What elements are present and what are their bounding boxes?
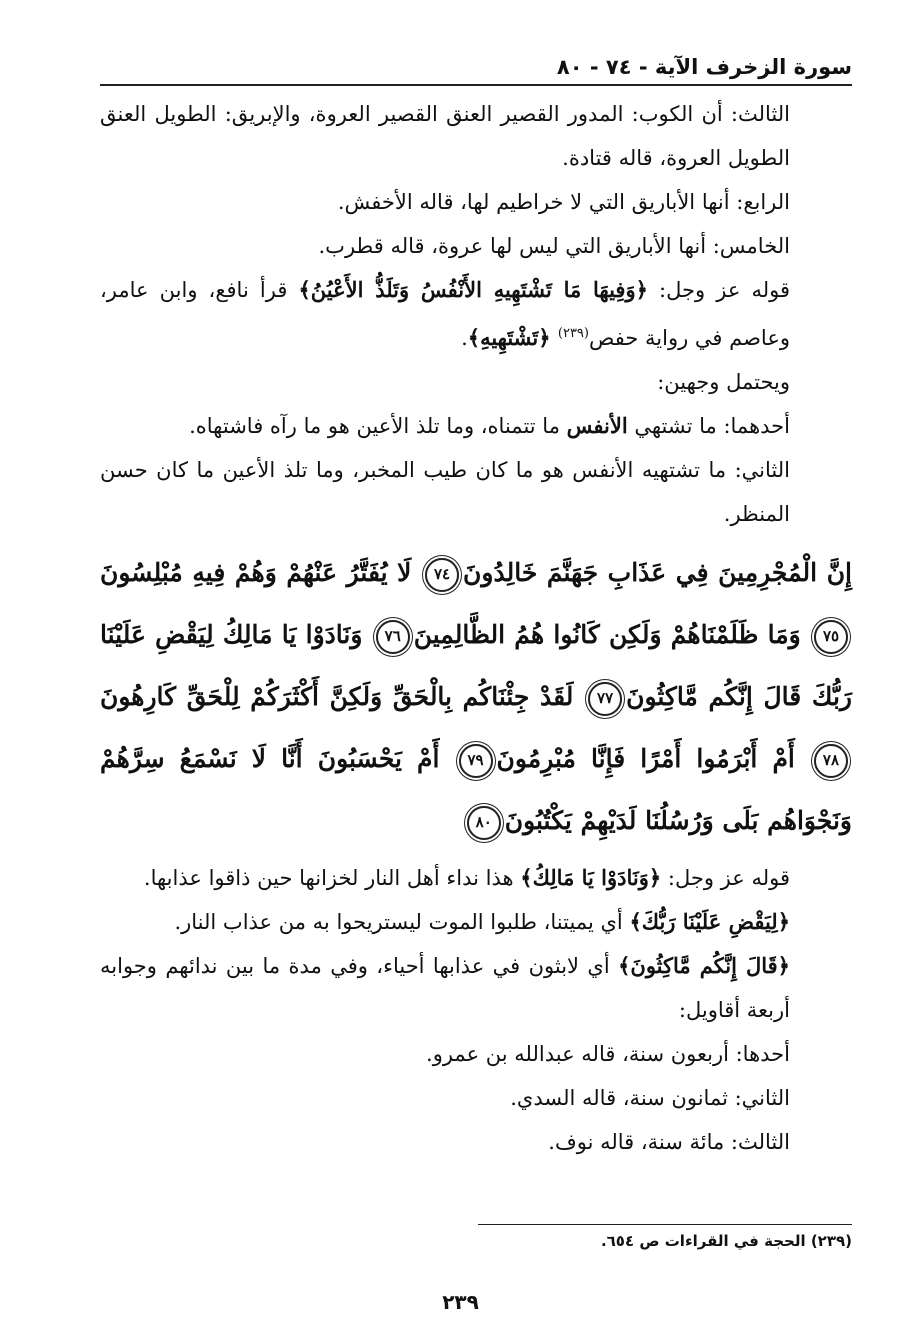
quran-quote: ﴿تَشْتَهِيهِ﴾ — [467, 325, 558, 350]
verse-text: وَنَادَوْا يَا مَالِكُ لِيَقْضِ عَلَيْنَا رَبُّكَ قَالَ إِنَّكُم مَّاكِثُونَ — [100, 620, 852, 711]
verse-text: أَمْ يَحْسَبُونَ أَنَّا لَا نَسْمَعُ سِرَّهُمْ وَنَجْوَاهُم بَلَى وَرُسُلُنَا لَدَيْهِمْ يَكْتُبُونَ — [100, 744, 852, 835]
paragraph-fifth-opinion: الخامس: أنها الأباريق التي ليس لها عروة، قاله قطرب. — [318, 234, 790, 258]
paragraph-first-meaning — [100, 404, 852, 448]
ayah-number-marker: ٧٥ — [814, 620, 848, 654]
ayah-number-marker: ٧٤ — [425, 558, 459, 592]
footnote-reference[interactable]: (٢٣٩) — [557, 326, 589, 341]
text-segment: قوله عز وجل: — [647, 278, 791, 302]
paragraph-second-meaning: الثاني: ما تشتهيه الأنفس هو ما كان طيب المخبر، وما تلذ الأعين ما كان حسن المنظر. — [100, 458, 790, 526]
verse-text: إِنَّ الْمُجْرِمِينَ فِي عَذَابِ جَهَنَّمَ خَالِدُونَ — [463, 558, 852, 587]
paragraph-two-meanings: ويحتمل وجهين: — [657, 370, 790, 394]
text-segment: قوله عز وجل: — [661, 866, 790, 890]
text-segment: . — [461, 326, 468, 350]
text-segment: أي يميتنا، طلبوا الموت ليستريحوا به من عذاب النار. — [174, 910, 630, 934]
verse-text: أَمْ أَبْرَمُوا أَمْرًا فَإِنَّا مُبْرِمُونَ — [496, 744, 795, 773]
quran-quote: ﴿قَالَ إِنَّكُم مَّاكِثُونَ﴾ — [618, 953, 790, 978]
paragraph-you-will-remain — [100, 944, 852, 1032]
quran-quote: ﴿وَفِيهَا مَا تَشْتَهِيهِ الأَنْفُسُ وَتَلَذُّ الأَعْيُنُ﴾ — [298, 277, 648, 302]
ayah-number-marker: ٧٦ — [376, 620, 410, 654]
quran-verses-block — [100, 542, 852, 852]
quran-quote: ﴿لِيَقْضِ عَلَيْنَا رَبُّكَ﴾ — [629, 909, 790, 934]
paragraph-third-view: الثالث: مائة سنة، قاله نوف. — [548, 1130, 790, 1154]
verse-text: لَا يُفَتَّرُ عَنْهُمْ وَهُمْ فِيهِ مُبْلِسُونَ — [100, 558, 412, 587]
page-number: ٢٣٩ — [442, 1290, 479, 1314]
text-segment: قرأ نافع، وابن عامر، وعاصم في رواية حفص — [100, 278, 790, 350]
header-title: سورة الزخرف الآية - ٧٤ - ٨٠ — [556, 55, 852, 79]
footnote: (٢٣٩) الحجة في القراءات ص ٦٥٤. — [600, 1232, 852, 1250]
ayah-number-marker: ٨٠ — [467, 806, 501, 840]
ayah-number-marker: ٧٧ — [588, 682, 622, 716]
paragraph-call-to-malik — [100, 856, 852, 900]
text-segment: أي لابثون في عذابها أحياء، وفي مدة ما بين ندائهم وجوابه أربعة أقاويل: — [100, 954, 790, 1022]
quran-quote: ﴿وَنَادَوْا يَا مَالِكُ﴾ — [520, 865, 662, 890]
text-segment: ما تتمناه، وما تلذ الأعين هو ما رآه فاشتهاه. — [189, 414, 567, 438]
paragraph-first-view: أحدها: أربعون سنة، قاله عبدالله بن عمرو. — [426, 1042, 790, 1066]
text-segment: هذا نداء أهل النار لخزانها حين ذاقوا عذابها. — [143, 866, 521, 890]
paragraph-second-view: الثاني: ثمانون سنة، قاله السدي. — [510, 1086, 790, 1110]
text-segment: أحدهما: ما تشتهي — [627, 414, 790, 438]
page-body — [100, 92, 852, 1164]
ayah-number-marker: ٧٨ — [814, 744, 848, 778]
paragraph-let-your-lord — [100, 900, 852, 944]
paragraph-third-opinion: الثالث: أن الكوب: المدور القصير العنق القصير العروة، والإبريق: الطويل العنق الطويل العروة، قاله قتادة. — [100, 102, 790, 170]
emphasized-word: الأنفس — [566, 413, 628, 438]
verse-text: لَقَدْ جِئْنَاكُم بِالْحَقِّ وَلَكِنَّ أَكْثَرَكُمْ لِلْحَقِّ كَارِهُونَ — [100, 682, 574, 711]
footnote-divider — [478, 1224, 852, 1225]
paragraph-fourth-opinion: الرابع: أنها الأباريق التي لا خراطيم لها، قاله الأخفش. — [337, 190, 790, 214]
verse-text: وَمَا ظَلَمْنَاهُمْ وَلَكِن كَانُوا هُمُ الظَّالِمِينَ — [413, 620, 801, 649]
ayah-number-marker: ٧٩ — [459, 744, 493, 778]
running-header — [100, 50, 852, 86]
paragraph-reading — [100, 268, 852, 360]
